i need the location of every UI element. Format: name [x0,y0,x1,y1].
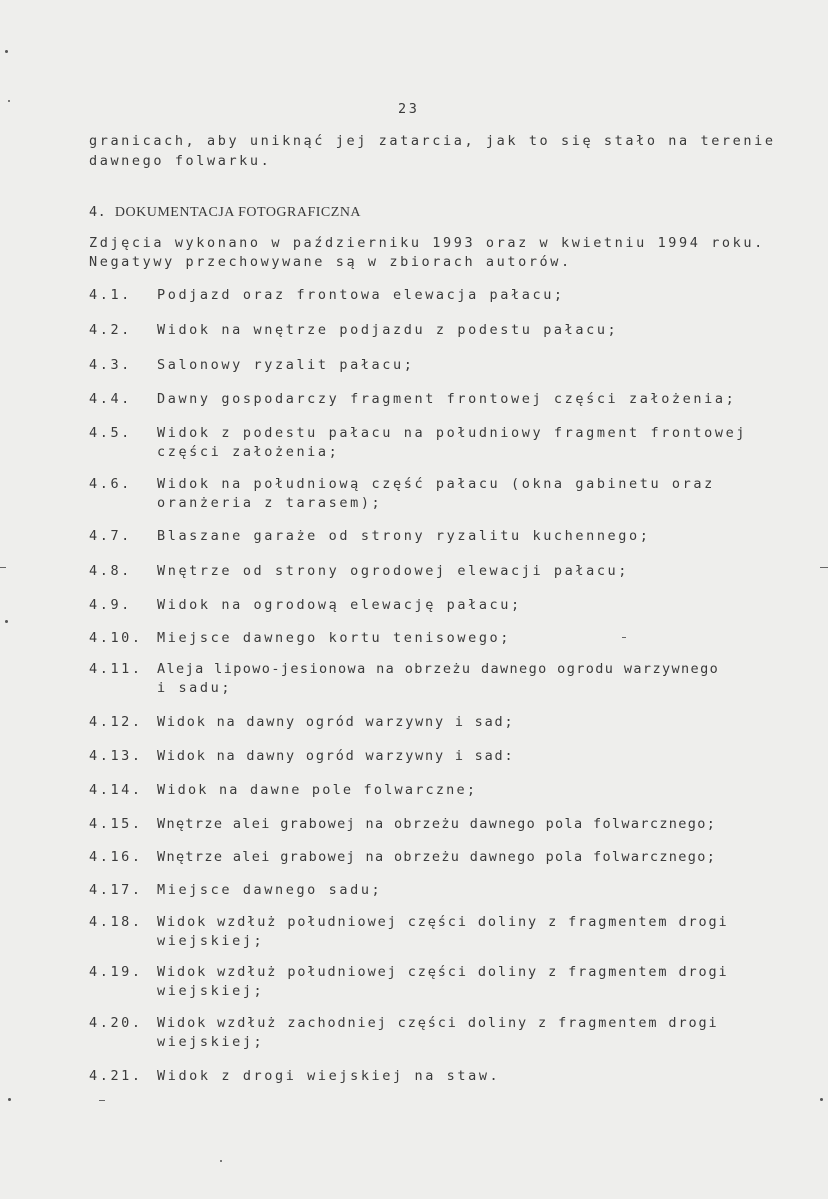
item-text: Widok na ogrodową elewację pałacu; [157,597,522,613]
item-text: części założenia; [157,444,340,460]
item-number: 4.2. [89,322,132,338]
item-number: 4.17. [89,882,143,898]
item-text: wiejskiej; [157,933,265,949]
item-text: Widok na dawny ogród warzywny i sad: [157,748,515,764]
item-number: 4.8. [89,563,132,579]
item-text: Dawny gospodarczy fragment frontowej części założenia; [157,391,737,407]
intro-line: dawnego folwarku. [89,153,272,169]
item-number: 4.16. [89,849,143,865]
item-text: Aleja lipowo-jesionowa na obrzeżu dawnego ogrodu warzywnego [157,661,720,677]
scan-speck [820,1098,823,1101]
description-line: Negatywy przechowywane są w zbiorach autorów. [89,254,572,270]
item-text: Wnętrze alei grabowej na obrzeżu dawnego pola folwarcznego; [157,849,717,865]
item-number: 4.18. [89,914,143,930]
scan-speck [8,1098,11,1101]
item-number: 4.7. [89,528,132,544]
section-heading [89,204,361,221]
item-number: 4.20. [89,1015,143,1031]
item-text: Widok na dawne pole folwarczne; [157,782,478,798]
item-text: Widok z drogi wiejskiej na staw. [157,1068,501,1084]
item-text: Widok z podestu pałacu na południowy fragment frontowej [157,425,748,441]
item-number: 4.11. [89,661,143,677]
item-text: Wnętrze alei grabowej na obrzeżu dawnego pola folwarcznego; [157,816,717,832]
item-number: 4.9. [89,597,132,613]
item-text: Widok wzdłuż południowej części doliny z fragmentem drogi [157,964,729,980]
item-number: 4.12. [89,714,143,730]
item-number: 4.14. [89,782,143,798]
scan-speck [8,100,10,102]
scan-speck [220,1160,222,1162]
item-text: wiejskiej; [157,1034,265,1050]
item-number: 4.21. [89,1068,143,1084]
description-line: Zdjęcia wykonano w październiku 1993 oraz w kwietniu 1994 roku. [89,235,765,251]
item-text: Miejsce dawnego sadu; [157,882,383,898]
item-text: Widok na dawny ogród warzywny i sad; [157,714,515,730]
scan-mark [622,637,626,638]
item-number: 4.4. [89,391,132,407]
item-text: Widok na wnętrze podjazdu z podestu pałacu; [157,322,619,338]
item-number: 4.19. [89,964,143,980]
scan-speck [5,50,8,53]
intro-line: granicach, aby uniknąć jej zatarcia, jak to się stało na terenie [89,133,776,149]
item-text: Wnętrze od strony ogrodowej elewacji pałacu; [157,563,630,579]
scan-mark [99,1100,105,1101]
item-text: wiejskiej; [157,983,265,999]
item-number: 4.6. [89,476,132,492]
item-text: Widok na południową część pałacu (okna gabinetu oraz [157,476,715,492]
item-number: 4.1. [89,287,132,303]
item-text: oranżeria z tarasem); [157,495,383,511]
section-number: 4. [89,204,107,220]
item-text: Widok wzdłuż zachodniej części doliny z fragmentem drogi [157,1015,719,1031]
item-number: 4.13. [89,748,143,764]
item-text: Blaszane garaże od strony ryzalitu kuchennego; [157,528,651,544]
item-number: 4.3. [89,357,132,373]
item-number: 4.5. [89,425,132,441]
scan-speck [5,620,8,623]
scan-mark [0,567,6,568]
scan-mark [820,567,828,568]
item-number: 4.15. [89,816,143,832]
item-text: Widok wzdłuż południowej części doliny z fragmentem drogi [157,914,729,930]
item-text: Miejsce dawnego kortu tenisowego; [157,630,512,646]
item-text: i sadu; [157,680,233,696]
section-title: DOKUMENTACJA FOTOGRAFICZNA [114,205,362,220]
page-number: 23 [398,101,420,117]
item-text: Podjazd oraz frontowa elewacja pałacu; [157,287,565,303]
item-number: 4.10. [89,630,143,646]
item-text: Salonowy ryzalit pałacu; [157,357,415,373]
